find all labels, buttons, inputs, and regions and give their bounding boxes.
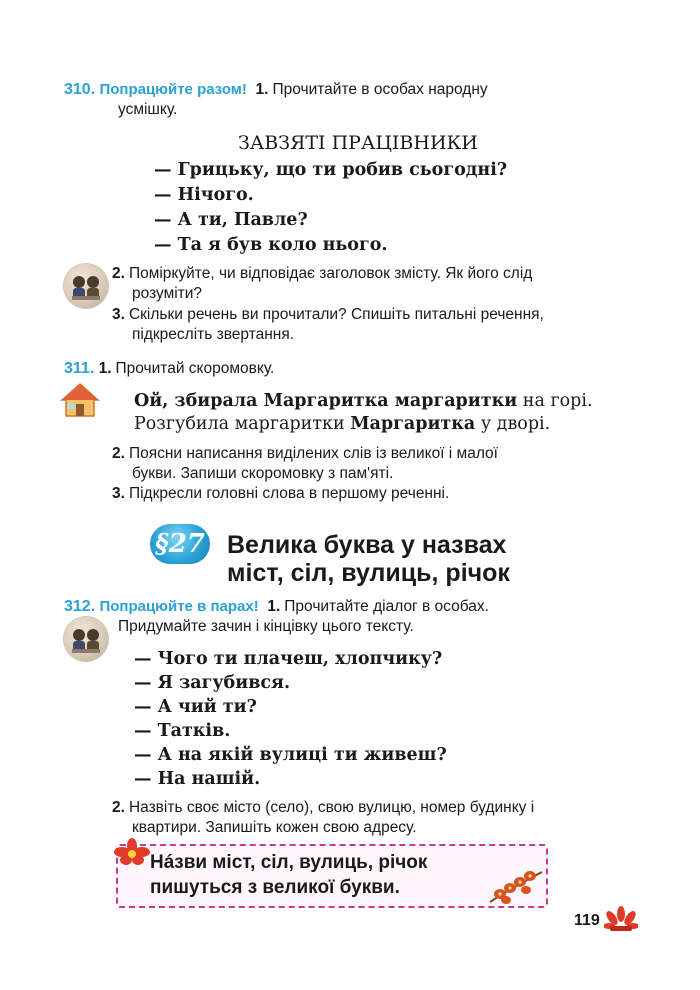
section-title: міст, сіл, вулиць, річок [227, 559, 510, 587]
dialogue-line: — Грицьку, що ти робив сьогодні? [154, 160, 508, 180]
exercise-number: 310. [64, 81, 96, 98]
ex311-header [64, 359, 274, 379]
dialogue-line: — А на якій вулиці ти живеш? [134, 745, 447, 765]
task-text: Скільки речень ви прочитали? Спишіть питальні речення, [128, 306, 544, 323]
task-item [112, 264, 532, 284]
dialogue-line: — Та я був коло нього. [154, 235, 388, 255]
task-text: Назвіть своє місто (село), свою вулицю, номер будинку і [128, 799, 535, 816]
task-text-cont: квартири. Запишіть кожен свою адресу. [132, 819, 417, 836]
pair-work-icon [64, 617, 108, 661]
dialogue-line: — А ти, Павле? [154, 210, 308, 230]
task-text: Прочитай скоромовку. [115, 360, 275, 377]
section-badge: §27 [150, 524, 210, 564]
task-number: 1. [98, 360, 112, 377]
flower-icon [114, 838, 150, 868]
dialogue-line: — А чий ти? [134, 697, 257, 717]
task-number: 1. [267, 598, 281, 615]
flower-icon [604, 906, 638, 936]
task-number: 2. [112, 799, 125, 816]
exercise-intro: Попрацюйте разом! [99, 81, 247, 98]
highlighted-words: Маргаритка маргаритки [263, 391, 518, 411]
task-item [112, 305, 544, 325]
ex310-header [64, 80, 488, 100]
task-text-cont: букви. Запиши скоромовку з пам'яті. [132, 465, 394, 482]
task-number: 2. [112, 445, 125, 462]
task-text: Поміркуйте, чи відповідає заголовок змісту. Як його слід [128, 265, 533, 282]
home-icon [60, 382, 100, 418]
page-number: 119 [574, 912, 600, 929]
exercise-number: 311. [64, 360, 95, 377]
rule-text: пишуться з великої букви. [150, 877, 400, 898]
task-text-cont: усмішку. [118, 101, 178, 118]
tongue-twister-line [134, 389, 593, 413]
poem-title: ЗАВЗЯТІ ПРАЦІВНИКИ [238, 132, 478, 154]
rule-text: Нáзви міст, сіл, вулиць, річок [150, 852, 428, 873]
pair-work-icon [64, 264, 108, 308]
dialogue-line: — На нашій. [134, 769, 261, 789]
highlighted-words: Маргаритка [350, 414, 476, 434]
dialogue-line: — Чого ти плачеш, хлопчику? [134, 649, 443, 669]
poem-text: на горі. [517, 391, 593, 411]
dialogue-line: — Нічого. [154, 185, 254, 205]
exercise-intro: Попрацюйте в парах! [99, 598, 259, 615]
task-text: Прочитайте в особах народну [272, 81, 488, 98]
task-number: 2. [112, 265, 125, 282]
task-item [112, 798, 534, 818]
exercise-number: 312. [64, 598, 96, 615]
task-text-cont: розуміти? [132, 285, 203, 302]
tongue-twister-line [134, 412, 550, 436]
dialogue-line: — Татків. [134, 721, 231, 741]
dialogue-line: — Я загубився. [134, 673, 291, 693]
task-text: Поясни написання виділених слів із великої і малої [128, 445, 498, 462]
poem-text: у дворі. [475, 414, 551, 434]
task-text-cont: Придумайте зачин і кінцівку цього тексту. [118, 618, 414, 635]
ex312-header [64, 597, 489, 617]
task-number: 1. [255, 81, 269, 98]
task-text-cont: підкресліть звертання. [132, 326, 295, 343]
poem-text: Розгубила маргаритки [134, 414, 351, 434]
task-number: 3. [112, 306, 125, 323]
task-number: 3. [112, 485, 125, 502]
section-title: Велика буква у назвах [227, 531, 507, 559]
flower-branch-icon [488, 866, 544, 906]
task-item [112, 484, 449, 504]
task-text: Підкресли головні слова в першому реченні. [128, 485, 450, 502]
task-item [112, 444, 498, 464]
task-text: Прочитайте діалог в особах. [284, 598, 489, 615]
poem-text: Ой, збирала [134, 391, 264, 411]
